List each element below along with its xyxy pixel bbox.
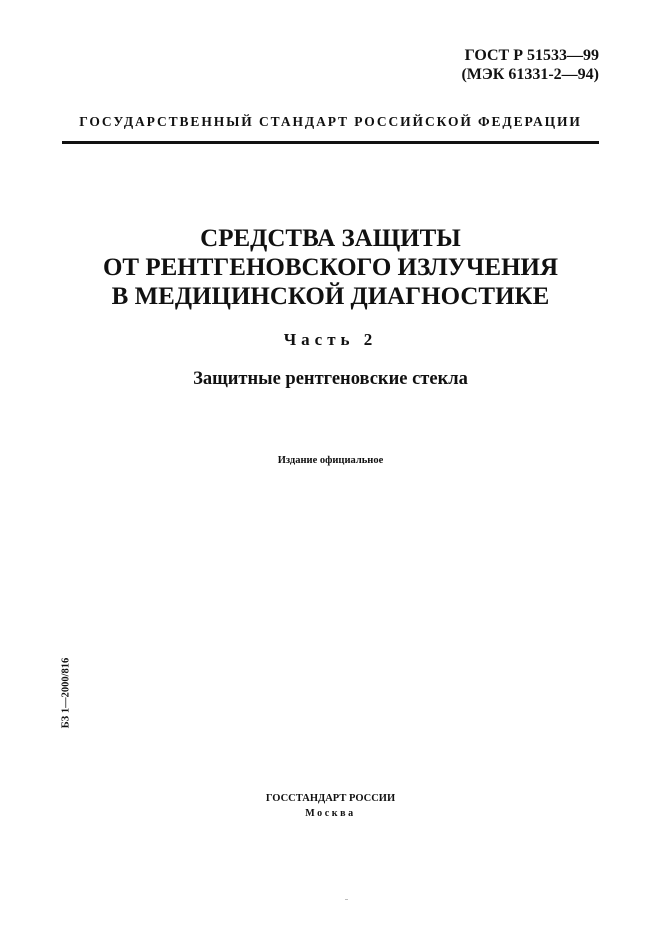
standard-type-heading: ГОСУДАРСТВЕННЫЙ СТАНДАРТ РОССИЙСКОЙ ФЕДЕРАЦИИ xyxy=(79,114,582,129)
gost-number: ГОСТ Р 51533—99 xyxy=(464,47,599,64)
iec-number: (МЭК 61331-2—94) xyxy=(461,66,599,83)
document-subtitle: Защитные рентгеновские стекла xyxy=(193,369,468,389)
horizontal-rule xyxy=(62,141,599,144)
publisher-city: Москва xyxy=(305,808,356,819)
publisher-name: ГОССТАНДАРТ РОССИИ xyxy=(265,793,396,804)
title-line: В МЕДИЦИНСКОЙ ДИАГНОСТИКЕ xyxy=(111,283,550,310)
title-line: СРЕДСТВА ЗАЩИТЫ xyxy=(200,225,461,252)
title-line: ОТ РЕНТГЕНОВСКОГО ИЗЛУЧЕНИЯ xyxy=(102,254,559,281)
side-code-text: БЗ 1—2000/816 xyxy=(60,657,72,729)
standard-designation xyxy=(461,46,599,84)
scan-speck xyxy=(345,899,348,900)
part-label: Часть 2 xyxy=(283,330,378,349)
document-title xyxy=(62,224,599,311)
edition-note: Издание официальное xyxy=(277,455,384,466)
side-print-code xyxy=(56,652,76,734)
